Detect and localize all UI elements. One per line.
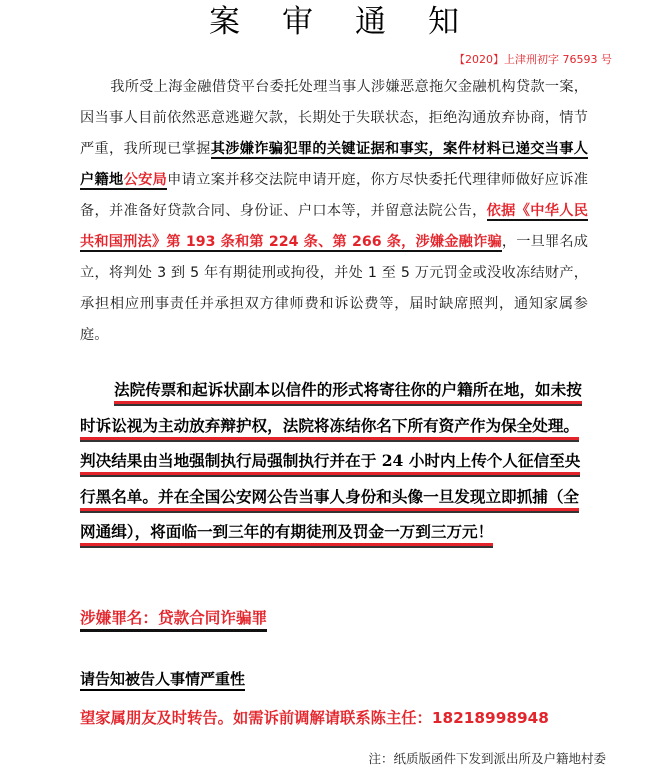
footnote: 注：纸质版函件下发到派出所及户籍地村委 (368, 751, 606, 766)
warning-paragraph (80, 372, 590, 550)
case-number: 【2020】上津刑初字 76593 号 (454, 53, 612, 66)
warning-text: 法院传票和起诉状副本以信件的形式将寄往你的户籍所在地，如未按时诉讼视为主动放弃辩护权，法院将冻结你名下所有资产作为保全处理。判决结果由当地强制执行局强制执行并在于 24 小时内上传个人征信至央行黑名单。并在全国公安网公告当事人身份和头像一旦发现立即抓捕（全网通缉），将面临一到三年的有期徒刑及罚金一万到三万元！ (80, 380, 582, 546)
contact-line: 望家属朋友及时转告。如需诉前调解请联系陈主任：18218998948 (80, 709, 549, 727)
para1-evidence: 其涉嫌诈骗犯罪的关键证据和事实，案件材料已递交当事人户籍地 (80, 141, 588, 188)
main-paragraph (80, 72, 588, 351)
para1-police: 公安局 (123, 172, 168, 188)
para1-court: 申请立案并移交法院申请开庭，你方尽快委托代理律师做好应诉准备，并准备好贷款合同、身份证、户口本等，并留意法院公告， (80, 172, 588, 219)
charge-label: 涉嫌罪名：贷款合同诈骗罪 (80, 606, 267, 632)
severity-notice: 请告知被告人事情严重性 (80, 668, 245, 691)
para1-law-citation: 依据《中华人民共和国刑法》第 193 条和第 224 条、第 266 条，涉嫌金融诈骗 (80, 203, 588, 250)
document-title: 案审通知 (209, 4, 501, 40)
para1-penalty: ，一旦罪名成立，将判处 3 到 5 年有期徒刑或拘役，并处 1 至 5 万元罚金或没收冻结财产，承担相应刑事责任并承担双方律师费和诉讼费等，届时缺席照判，通知家属参庭。 (80, 234, 588, 343)
para1-intro: 我所受上海金融借贷平台委托处理当事人涉嫌恶意拖欠金融机构贷款一案，因当事人目前依然恶意逃避欠款，长期处于失联状态，拒绝沟通放弃协商，情节严重，我所现已掌握 (80, 79, 588, 157)
